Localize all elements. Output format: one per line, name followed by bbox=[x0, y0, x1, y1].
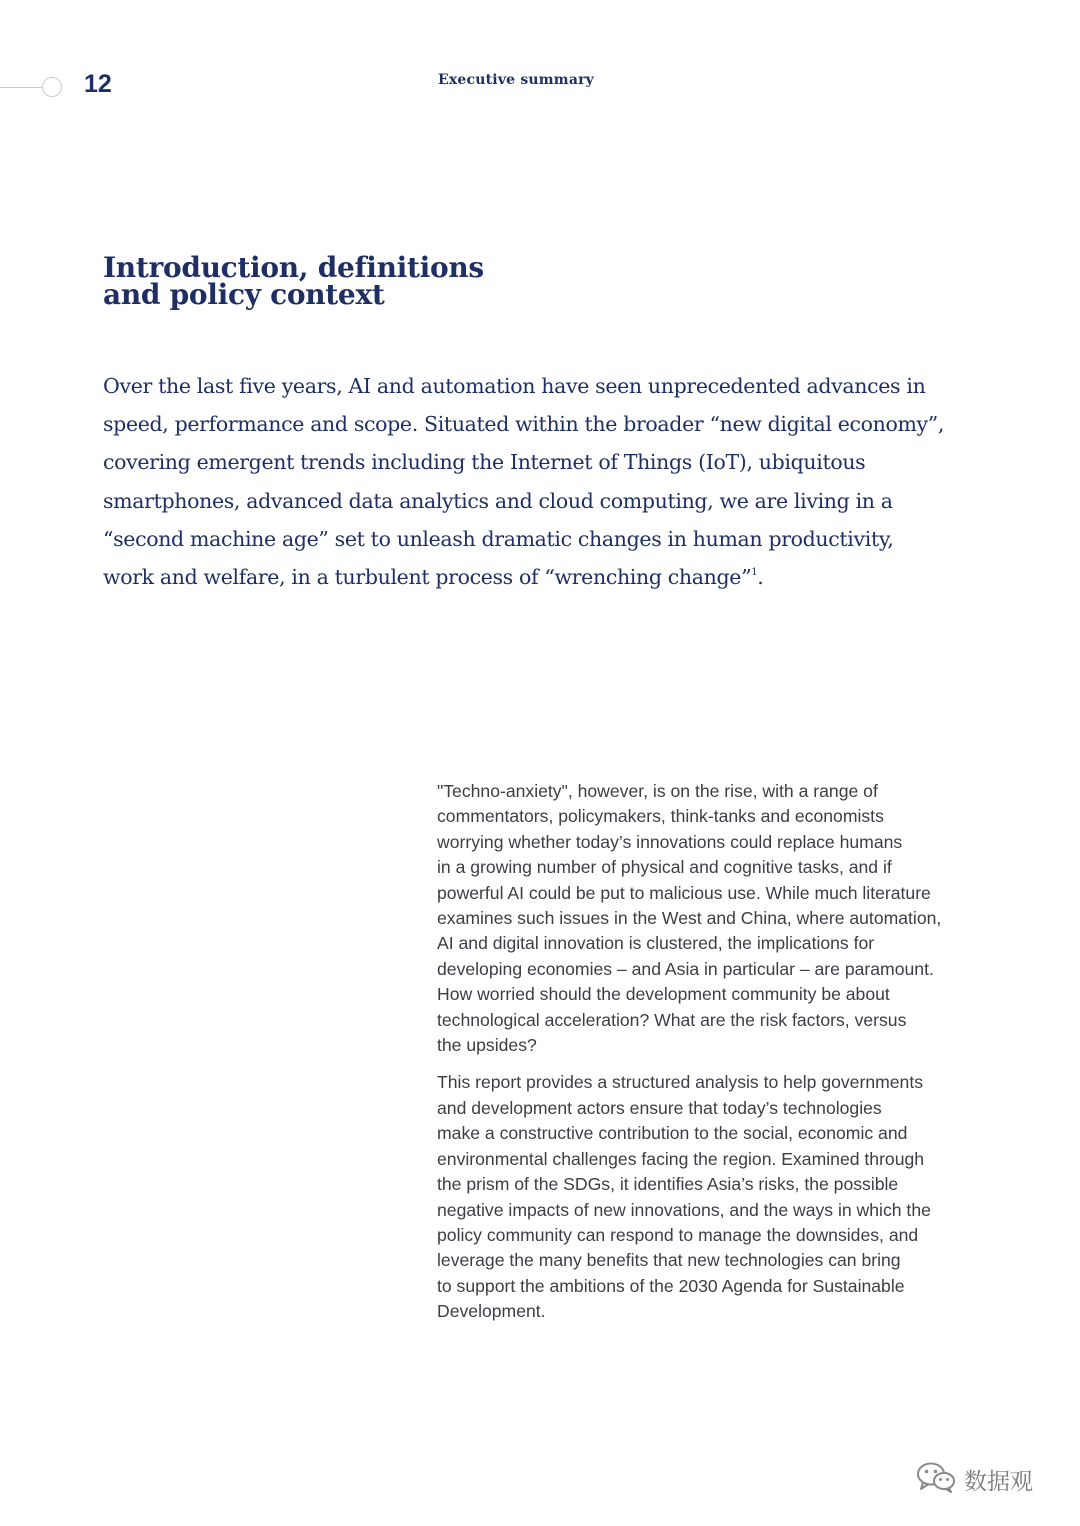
body-paragraph-2 bbox=[437, 1070, 997, 1324]
body-text-column bbox=[437, 779, 997, 1325]
body-line: powerful AI could be put to malicious use. While much literature bbox=[437, 882, 931, 903]
watermark-text: 数据观 bbox=[964, 1468, 1033, 1495]
body-line: How worried should the development community be about bbox=[437, 984, 890, 1005]
footnote-reference[interactable]: 1 bbox=[751, 567, 758, 579]
body-line: worrying whether today’s innovations could replace humans bbox=[437, 831, 903, 852]
body-line: negative impacts of new innovations, and the ways in which the bbox=[437, 1199, 931, 1220]
lead-line-last bbox=[103, 558, 993, 596]
body-paragraph-1 bbox=[437, 779, 997, 1058]
lead-paragraph bbox=[103, 367, 993, 596]
heading-line: and policy context bbox=[103, 278, 385, 311]
body-line: in a growing number of physical and cognitive tasks, and if bbox=[437, 857, 892, 878]
body-line: Development. bbox=[437, 1301, 546, 1322]
lead-line-end: . bbox=[757, 565, 764, 590]
header-circle-marker bbox=[42, 77, 62, 97]
body-line: AI and digital innovation is clustered, the implications for bbox=[437, 933, 875, 954]
lead-line: Over the last five years, AI and automation have seen unprecedented advances in bbox=[103, 374, 926, 398]
body-line: "Techno-anxiety", however, is on the rise, with a range of bbox=[437, 781, 878, 801]
lead-line: speed, performance and scope. Situated within the broader “new digital economy”, bbox=[103, 412, 945, 437]
body-line: policy community can respond to manage the downsides, and bbox=[437, 1224, 919, 1245]
body-line: environmental challenges facing the region. Examined through bbox=[437, 1148, 925, 1169]
watermark bbox=[916, 1459, 1033, 1499]
body-line: make a constructive contribution to the social, economic and bbox=[437, 1123, 908, 1144]
body-line: examines such issues in the West and China, where automation, bbox=[437, 908, 942, 929]
body-line: and development actors ensure that today’s technologies bbox=[437, 1097, 882, 1118]
body-line: commentators, policymakers, think-tanks and economists bbox=[437, 806, 884, 827]
body-line: technological acceleration? What are the risk factors, versus bbox=[437, 1009, 907, 1030]
body-line: developing economies – and Asia in particular – are paramount. bbox=[437, 958, 934, 979]
lead-line: covering emergent trends including the Internet of Things (IoT), ubiquitous bbox=[103, 450, 866, 475]
body-line: leverage the many benefits that new technologies can bring bbox=[437, 1250, 901, 1271]
lead-line: “second machine age” set to unleash dramatic changes in human productivity, bbox=[103, 526, 894, 551]
chapter-heading bbox=[103, 251, 484, 311]
lead-line: smartphones, advanced data analytics and cloud computing, we are living in a bbox=[103, 488, 893, 513]
body-line: This report provides a structured analysis to help governments bbox=[437, 1072, 924, 1093]
body-line: the upsides? bbox=[437, 1035, 537, 1056]
section-title: Executive summary bbox=[438, 72, 594, 88]
page-number: 12 bbox=[84, 70, 112, 98]
heading-line: Introduction, definitions bbox=[103, 251, 484, 284]
wechat-icon bbox=[916, 1461, 956, 1498]
lead-line-text: work and welfare, in a turbulent process of “wrenching change” bbox=[103, 565, 752, 590]
body-line: to support the ambitions of the 2030 Agenda for Sustainable bbox=[437, 1275, 905, 1296]
header-rule bbox=[0, 87, 44, 88]
body-line: the prism of the SDGs, it identifies Asia’s risks, the possible bbox=[437, 1174, 899, 1195]
